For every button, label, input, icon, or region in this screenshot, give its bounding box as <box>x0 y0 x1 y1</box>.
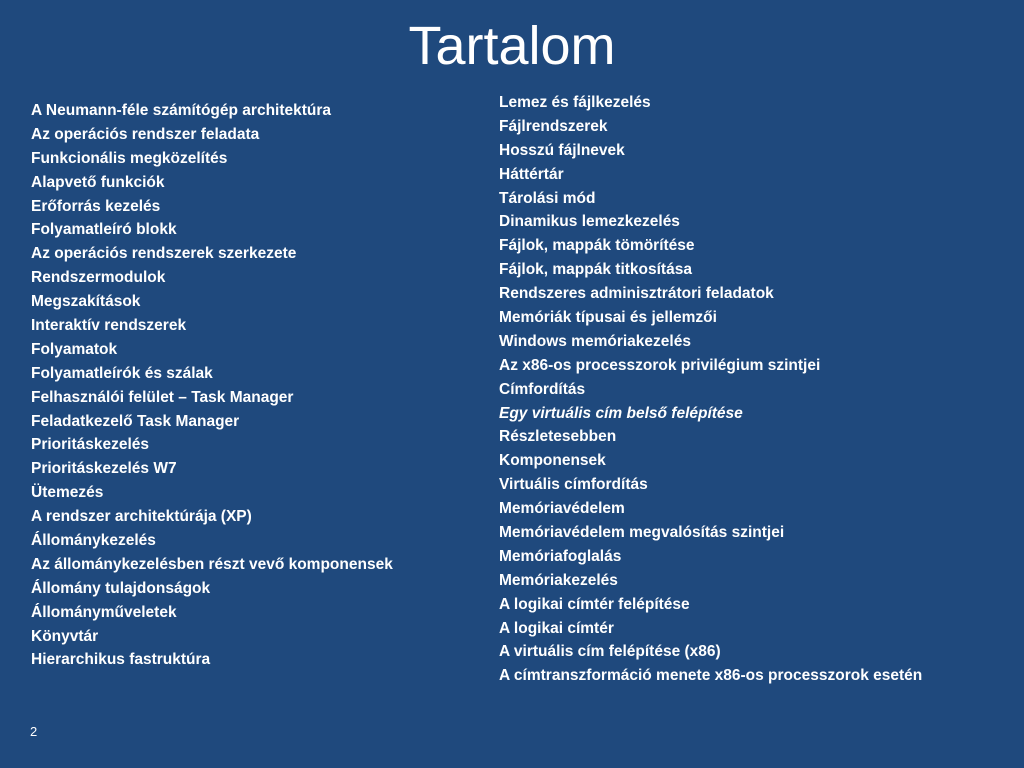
toc-item: A címtranszformáció menete x86-os processzorok esetén <box>499 667 923 685</box>
toc-item: Memóriafoglalás <box>499 547 622 565</box>
toc-item: Fájlok, mappák titkosítása <box>499 261 692 279</box>
toc-item: Komponensek <box>499 452 606 470</box>
toc-item: Fájlok, mappák tömörítése <box>499 237 695 255</box>
toc-item: Rendszeres adminisztrátori feladatok <box>499 285 774 303</box>
toc-item: Memóriavédelem <box>499 500 625 518</box>
toc-item: Hosszú fájlnevek <box>499 141 625 159</box>
slide-title: Tartalom <box>408 16 616 76</box>
toc-item: Erőforrás kezelés <box>31 197 161 215</box>
toc-item: Állományműveletek <box>31 603 177 621</box>
toc-item: Felhasználói felület – Task Manager <box>31 388 294 406</box>
toc-item: Alapvető funkciók <box>31 173 165 191</box>
toc-item: Virtuális címfordítás <box>499 476 648 494</box>
toc-item: Címfordítás <box>499 380 586 398</box>
slide-number: 2 <box>30 724 38 739</box>
toc-item: Memóriák típusai és jellemzői <box>499 309 717 327</box>
toc-item: Megszakítások <box>31 293 141 311</box>
toc-item: Folyamatleíró blokk <box>31 221 177 239</box>
toc-item: Az operációs rendszerek szerkezete <box>31 245 297 263</box>
toc-item: Memóriakezelés <box>499 571 618 589</box>
toc-item: Windows memóriakezelés <box>499 332 691 350</box>
toc-item: Rendszermodulok <box>31 269 166 287</box>
toc-item: Prioritáskezelés W7 <box>31 460 177 478</box>
toc-item: Folyamatleírók és szálak <box>31 364 213 382</box>
toc-item: Interaktív rendszerek <box>31 317 187 335</box>
toc-item: Háttértár <box>499 165 564 183</box>
toc-item: Funkcionális megközelítés <box>31 149 228 167</box>
toc-item: Folyamatok <box>31 340 118 358</box>
toc-item: Állománykezelés <box>31 532 156 550</box>
toc-item: Egy virtuális cím belső felépítése <box>499 404 743 422</box>
toc-item: Feladatkezelő Task Manager <box>31 412 240 430</box>
toc-item: Prioritáskezelés <box>31 436 150 454</box>
toc-item: A logikai címtér felépítése <box>499 595 690 613</box>
toc-item: A Neumann-féle számítógép architektúra <box>31 102 332 119</box>
toc-item: Az állománykezelésben részt vevő komponensek <box>31 555 393 573</box>
toc-item: Ütemezés <box>31 484 104 502</box>
toc-item: Az operációs rendszer feladata <box>31 125 260 143</box>
toc-item: A rendszer architektúrája (XP) <box>31 508 252 526</box>
toc-item: A logikai címtér <box>499 619 614 637</box>
toc-item: Az x86-os processzorok privilégium szintjei <box>499 356 821 374</box>
toc-item: Dinamikus lemezkezelés <box>499 213 680 231</box>
toc-item: Könyvtár <box>31 627 99 645</box>
toc-right-column <box>499 91 922 688</box>
toc-item: Lemez és fájlkezelés <box>499 94 651 111</box>
toc-item: Részletesebben <box>499 428 617 446</box>
toc-left-column <box>31 99 393 672</box>
toc-item: Tárolási mód <box>499 189 596 207</box>
toc-item: Fájlrendszerek <box>499 117 608 135</box>
toc-item: A virtuális cím felépítése (x86) <box>499 643 721 661</box>
toc-item: Hierarchikus fastruktúra <box>31 651 211 669</box>
toc-item: Állomány tulajdonságok <box>31 579 211 597</box>
toc-item: Memóriavédelem megvalósítás szintjei <box>499 524 785 542</box>
